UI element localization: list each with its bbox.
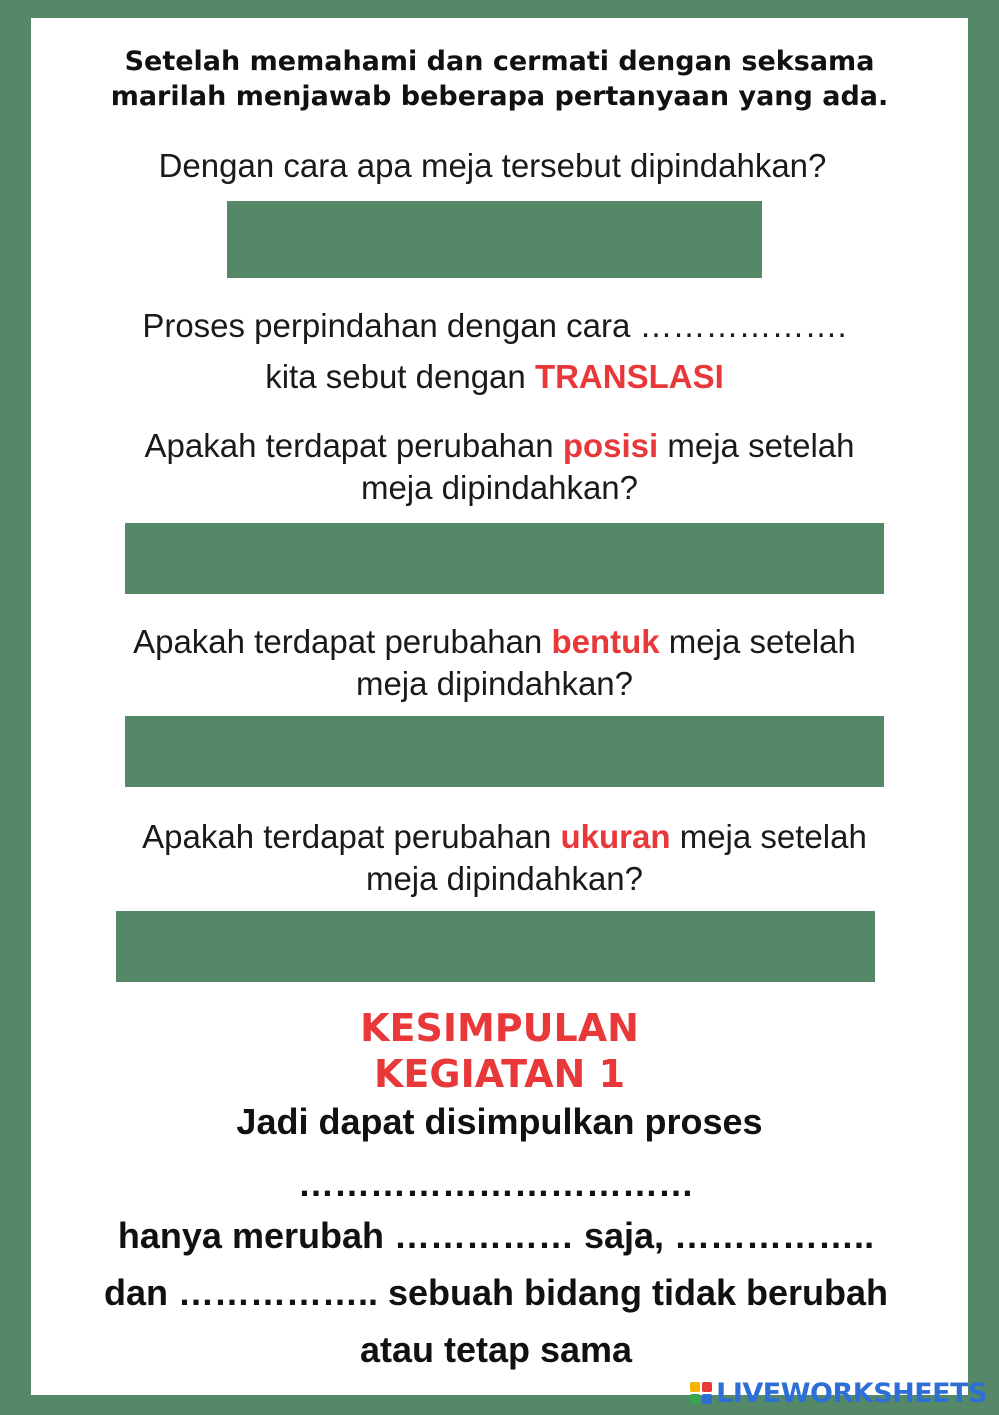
logo-squares-icon bbox=[690, 1382, 712, 1404]
liveworksheets-logo bbox=[690, 1376, 987, 1410]
question-2-prefix: Apakah terdapat perubahan bbox=[144, 427, 563, 464]
question-3-line-2: meja dipindahkan? bbox=[355, 665, 634, 702]
conclusion-line-5: atau tetap sama bbox=[359, 1329, 633, 1370]
conclusion-line-4: dan …………….. sebuah bidang tidak berubah bbox=[103, 1272, 889, 1313]
question-2-line-2: meja dipindahkan? bbox=[360, 469, 639, 506]
conclusion-line-2: …………………………… bbox=[298, 1163, 694, 1204]
translasi-highlight: TRANSLASI bbox=[534, 358, 724, 395]
ukuran-highlight: ukuran bbox=[560, 818, 671, 855]
question-3 bbox=[0, 621, 989, 705]
statement-prefix: kita sebut dengan bbox=[265, 358, 535, 395]
question-2 bbox=[0, 425, 999, 509]
question-4-suffix: meja setelah bbox=[670, 818, 867, 855]
intro-text bbox=[0, 44, 999, 114]
question-3-line-1 bbox=[0, 621, 989, 663]
intro-line-2: marilah menjawab beberapa pertanyaan yang ada. bbox=[110, 81, 889, 112]
answer-box-1[interactable] bbox=[227, 201, 762, 278]
question-3-prefix: Apakah terdapat perubahan bbox=[133, 623, 552, 660]
intro-line-1: Setelah memahami dan cermati dengan seksama bbox=[124, 46, 875, 77]
posisi-highlight: posisi bbox=[562, 427, 659, 464]
question-2-suffix: meja setelah bbox=[658, 427, 855, 464]
statement-line-2 bbox=[0, 356, 989, 398]
brand-name: LIVEWORKSHEETS bbox=[716, 1377, 987, 1409]
question-4 bbox=[0, 816, 999, 900]
statement-text bbox=[0, 305, 989, 398]
statement-line-1: Proses perpindahan dengan cara ………………. bbox=[142, 307, 847, 344]
answer-box-3[interactable] bbox=[125, 716, 884, 787]
conclusion-title-line-1: KESIMPULAN bbox=[360, 1006, 639, 1050]
question-4-line-1 bbox=[0, 816, 999, 858]
question-3-suffix: meja setelah bbox=[659, 623, 856, 660]
conclusion-line-3: hanya merubah …………… saja, …………….. bbox=[117, 1215, 875, 1256]
conclusion-title bbox=[0, 1005, 999, 1097]
question-4-line-2: meja dipindahkan? bbox=[365, 860, 644, 897]
answer-box-4[interactable] bbox=[116, 911, 875, 982]
question-2-line-1 bbox=[0, 425, 999, 467]
conclusion-line-1: Jadi dapat disimpulkan proses bbox=[236, 1101, 763, 1142]
bentuk-highlight: bentuk bbox=[551, 623, 660, 660]
answer-box-2[interactable] bbox=[125, 523, 884, 594]
conclusion-title-line-2: KEGIATAN 1 bbox=[373, 1052, 626, 1096]
question-4-prefix: Apakah terdapat perubahan bbox=[142, 818, 561, 855]
question-1: Dengan cara apa meja tersebut dipindahkan? bbox=[158, 147, 827, 184]
